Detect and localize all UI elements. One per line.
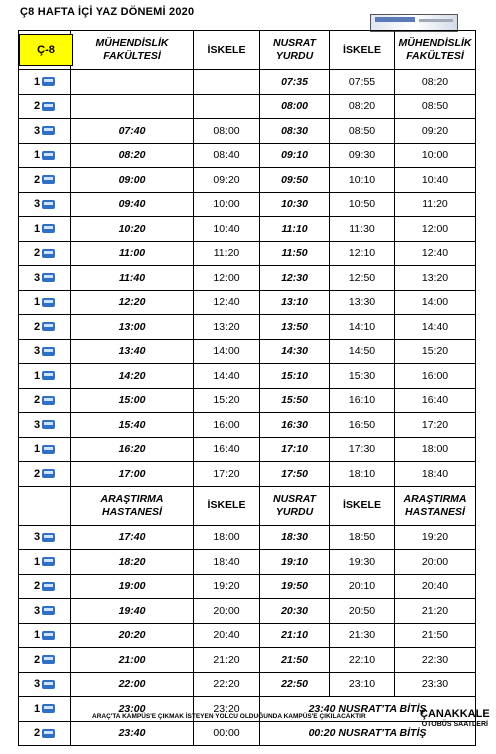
bus-number-cell [19, 721, 71, 746]
time-cell: 11:50 [260, 241, 330, 266]
time-cell: 23:40 [71, 721, 194, 746]
bus-icon [42, 582, 55, 591]
time-cell: 15:20 [395, 339, 476, 364]
bus-number: 1 [33, 555, 41, 568]
bus-icon [42, 347, 55, 356]
time-cell: 08:20 [330, 94, 395, 119]
table-row [19, 462, 476, 487]
bus-number: 1 [33, 222, 41, 235]
bus-icon [42, 77, 55, 86]
header-corner [19, 31, 71, 70]
table-row [19, 574, 476, 599]
bus-number-cell [19, 119, 71, 144]
time-cell: 16:30 [260, 413, 330, 438]
bus-icon [42, 606, 55, 615]
time-cell: 13:00 [71, 315, 194, 340]
time-cell: 21:50 [395, 623, 476, 648]
time-cell: 12:10 [330, 241, 395, 266]
time-cell: 18:20 [71, 550, 194, 575]
time-cell: 18:40 [395, 462, 476, 487]
time-cell: 20:50 [330, 599, 395, 624]
bus-number: 3 [33, 198, 41, 211]
time-cell: 13:10 [260, 290, 330, 315]
bus-number: 1 [33, 443, 41, 456]
time-cell: 09:10 [260, 143, 330, 168]
bus-number-cell [19, 574, 71, 599]
time-cell: 12:00 [194, 266, 260, 291]
brand-logo [420, 708, 490, 728]
column-header: İSKELE [330, 31, 395, 70]
brand-subtitle: OTOBÜS SAATLERİ [421, 721, 488, 728]
bus-number-cell [19, 550, 71, 575]
time-cell: 15:10 [260, 364, 330, 389]
time-cell: 11:00 [71, 241, 194, 266]
time-cell: 11:10 [260, 217, 330, 242]
bus-number: 1 [33, 702, 41, 715]
column-header: ARAŞTIRMA HASTANESİ [395, 486, 476, 525]
table-row [19, 290, 476, 315]
bus-icon [42, 557, 55, 566]
table-row [19, 143, 476, 168]
time-cell: 19:40 [71, 599, 194, 624]
time-cell: 10:40 [395, 168, 476, 193]
bus-number-cell [19, 143, 71, 168]
time-cell: 22:30 [395, 648, 476, 673]
time-cell: 12:20 [71, 290, 194, 315]
time-cell: 12:40 [194, 290, 260, 315]
time-cell: 09:40 [71, 192, 194, 217]
time-cell: 00:00 [194, 721, 260, 746]
bus-number-cell [19, 364, 71, 389]
bus-number: 3 [33, 124, 41, 137]
time-cell: 14:30 [260, 339, 330, 364]
bus-number: 2 [33, 247, 41, 260]
bus-number-cell [19, 266, 71, 291]
time-cell: 17:20 [395, 413, 476, 438]
table-row [19, 388, 476, 413]
time-cell: 15:30 [330, 364, 395, 389]
bus-number: 1 [33, 296, 41, 309]
bus-number-cell [19, 648, 71, 673]
time-cell: 23:10 [330, 672, 395, 697]
time-cell: 21:20 [395, 599, 476, 624]
time-cell: 12:40 [395, 241, 476, 266]
time-cell: 15:20 [194, 388, 260, 413]
column-header: İSKELE [330, 486, 395, 525]
time-cell: 17:30 [330, 437, 395, 462]
bus-number-cell [19, 413, 71, 438]
table-row [19, 550, 476, 575]
time-cell: 13:30 [330, 290, 395, 315]
time-cell: 12:30 [260, 266, 330, 291]
time-cell: 20:10 [330, 574, 395, 599]
time-cell: 18:40 [194, 550, 260, 575]
time-cell [71, 94, 194, 119]
time-cell: 11:40 [71, 266, 194, 291]
time-cell: 14:40 [194, 364, 260, 389]
bus-number-cell [19, 290, 71, 315]
time-cell: 13:50 [260, 315, 330, 340]
bus-icon [42, 420, 55, 429]
time-cell: 22:10 [330, 648, 395, 673]
bus-number: 1 [33, 369, 41, 382]
time-cell: 08:40 [194, 143, 260, 168]
time-cell: 16:10 [330, 388, 395, 413]
time-cell: 10:30 [260, 192, 330, 217]
time-cell [194, 70, 260, 95]
header-row [19, 31, 476, 70]
time-cell: 14:00 [395, 290, 476, 315]
bus-number-cell [19, 192, 71, 217]
bus-icon [42, 704, 55, 713]
bus-number: 3 [33, 678, 41, 691]
bus-icon [42, 631, 55, 640]
time-cell: 21:30 [330, 623, 395, 648]
time-cell: 17:20 [194, 462, 260, 487]
bus-icon [42, 533, 55, 542]
time-cell: 18:00 [395, 437, 476, 462]
time-cell: 19:20 [194, 574, 260, 599]
time-cell: 14:40 [395, 315, 476, 340]
bus-number: 2 [33, 727, 41, 740]
time-cell: 12:50 [330, 266, 395, 291]
time-cell: 20:30 [260, 599, 330, 624]
time-cell: 10:40 [194, 217, 260, 242]
bus-icon [42, 655, 55, 664]
time-cell: 10:50 [330, 192, 395, 217]
table-row [19, 721, 476, 746]
footer-note: ARAÇ'TA KAMPÜS'E ÇIKMAK İSTEYEN YOLCU OLDUĞUNDA KAMPÜS'E ÇIKILACAKTIR [92, 713, 366, 720]
bus-number-cell [19, 599, 71, 624]
bus-number-cell [19, 217, 71, 242]
time-cell: 21:50 [260, 648, 330, 673]
bus-number-cell [19, 462, 71, 487]
bus-number-cell [19, 241, 71, 266]
time-cell: 20:00 [194, 599, 260, 624]
bus-number-cell [19, 623, 71, 648]
time-cell: 15:50 [260, 388, 330, 413]
time-cell: 15:40 [71, 413, 194, 438]
time-cell: 23:30 [395, 672, 476, 697]
bus-icon [42, 126, 55, 135]
bus-number: 3 [33, 531, 41, 544]
time-cell: 14:50 [330, 339, 395, 364]
bus-number: 2 [33, 653, 41, 666]
time-cell: 08:20 [395, 70, 476, 95]
bus-number-cell [19, 315, 71, 340]
time-cell: 19:00 [71, 574, 194, 599]
time-cell: 16:00 [194, 413, 260, 438]
bus-number-cell [19, 70, 71, 95]
table-row [19, 648, 476, 673]
time-cell: 08:30 [260, 119, 330, 144]
bus-number: 2 [33, 467, 41, 480]
bus-icon [42, 445, 55, 454]
table-row [19, 217, 476, 242]
time-cell: 19:10 [260, 550, 330, 575]
time-cell: 13:40 [71, 339, 194, 364]
time-cell: 12:00 [395, 217, 476, 242]
bus-icon [42, 151, 55, 160]
time-cell [71, 70, 194, 95]
bus-number: 3 [33, 418, 41, 431]
time-cell: 20:40 [194, 623, 260, 648]
bus-number-cell [19, 94, 71, 119]
time-cell: 16:40 [395, 388, 476, 413]
time-cell: 16:00 [395, 364, 476, 389]
time-cell: 20:20 [71, 623, 194, 648]
time-cell: 10:00 [395, 143, 476, 168]
time-cell: 22:00 [71, 672, 194, 697]
bus-icon [42, 396, 55, 405]
time-cell: 17:50 [260, 462, 330, 487]
schedule-table [18, 30, 476, 746]
bus-number: 3 [33, 271, 41, 284]
bus-number: 2 [33, 394, 41, 407]
brand-name: ÇANAKKALE [420, 708, 490, 720]
time-cell: 19:30 [330, 550, 395, 575]
time-cell: 22:50 [260, 672, 330, 697]
time-cell: 20:00 [395, 550, 476, 575]
bus-number-cell [19, 525, 71, 550]
time-cell: 11:20 [395, 192, 476, 217]
header-row [19, 486, 476, 525]
table-row [19, 672, 476, 697]
bus-icon [42, 729, 55, 738]
table-row [19, 315, 476, 340]
time-cell: 16:20 [71, 437, 194, 462]
table-row [19, 70, 476, 95]
time-cell: 18:00 [194, 525, 260, 550]
time-cell: 17:10 [260, 437, 330, 462]
bus-icon [42, 102, 55, 111]
time-cell: 08:00 [194, 119, 260, 144]
bus-icon [42, 249, 55, 258]
column-header: İSKELE [194, 31, 260, 70]
bus-number: 2 [33, 100, 41, 113]
table-row [19, 599, 476, 624]
bus-number-cell [19, 168, 71, 193]
time-cell: 13:20 [194, 315, 260, 340]
bus-icon [42, 680, 55, 689]
time-cell: 19:50 [260, 574, 330, 599]
column-header: NUSRAT YURDU [260, 486, 330, 525]
table-row [19, 119, 476, 144]
bus-icon [42, 298, 55, 307]
bus-number: 2 [33, 320, 41, 333]
time-cell: 10:00 [194, 192, 260, 217]
bus-icon [42, 224, 55, 233]
table-row [19, 364, 476, 389]
bus-number: 3 [33, 345, 41, 358]
end-note-cell: 23:40 NUSRAT'TA BİTİŞ [260, 697, 476, 722]
column-header: ARAŞTIRMA HASTANESİ [71, 486, 194, 525]
time-cell [194, 94, 260, 119]
column-header: MÜHENDİSLİK FAKÜLTESİ [71, 31, 194, 70]
time-cell: 09:30 [330, 143, 395, 168]
time-cell: 17:40 [71, 525, 194, 550]
column-header: MÜHENDİSLİK FAKÜLTESİ [395, 31, 476, 70]
time-cell: 08:00 [260, 94, 330, 119]
bus-icon [42, 200, 55, 209]
bus-icon [42, 273, 55, 282]
time-cell: 14:10 [330, 315, 395, 340]
bus-number: 2 [33, 580, 41, 593]
route-badge: Ç-8 [19, 34, 73, 66]
table-row [19, 168, 476, 193]
end-note-cell: 00:20 NUSRAT'TA BİTİŞ [260, 721, 476, 746]
column-header: NUSRAT YURDU [260, 31, 330, 70]
time-cell: 18:10 [330, 462, 395, 487]
page-title: Ç8 HAFTA İÇİ YAZ DÖNEMİ 2020 [20, 6, 195, 18]
table-row [19, 413, 476, 438]
time-cell: 21:00 [71, 648, 194, 673]
time-cell: 18:50 [330, 525, 395, 550]
bus-number-cell [19, 339, 71, 364]
time-cell: 17:00 [71, 462, 194, 487]
time-cell: 14:20 [71, 364, 194, 389]
time-cell: 22:20 [194, 672, 260, 697]
table-row [19, 241, 476, 266]
time-cell: 14:00 [194, 339, 260, 364]
bus-number-cell [19, 697, 71, 722]
time-cell: 23:00 [71, 697, 194, 722]
bus-icon [42, 322, 55, 331]
time-cell: 21:10 [260, 623, 330, 648]
bus-icon [42, 371, 55, 380]
table-row [19, 266, 476, 291]
time-cell: 09:00 [71, 168, 194, 193]
header-corner [19, 486, 71, 525]
column-header: İSKELE [194, 486, 260, 525]
time-cell: 10:20 [71, 217, 194, 242]
bus-number-cell [19, 437, 71, 462]
time-cell: 21:20 [194, 648, 260, 673]
time-cell: 20:40 [395, 574, 476, 599]
table-row [19, 339, 476, 364]
time-cell: 07:55 [330, 70, 395, 95]
time-cell: 11:30 [330, 217, 395, 242]
time-cell: 10:10 [330, 168, 395, 193]
time-cell: 15:00 [71, 388, 194, 413]
table-row [19, 437, 476, 462]
time-cell: 18:30 [260, 525, 330, 550]
table-row [19, 623, 476, 648]
time-cell: 09:50 [260, 168, 330, 193]
time-cell: 23:20 [194, 697, 260, 722]
time-cell: 07:40 [71, 119, 194, 144]
bus-number: 1 [33, 629, 41, 642]
bus-number-cell [19, 388, 71, 413]
bus-number: 2 [33, 173, 41, 186]
bus-number: 1 [33, 75, 41, 88]
bus-number-cell [19, 672, 71, 697]
time-cell: 16:40 [194, 437, 260, 462]
bus-number: 1 [33, 149, 41, 162]
time-cell: 08:50 [330, 119, 395, 144]
bus-icon [42, 469, 55, 478]
table-row [19, 525, 476, 550]
table-row [19, 94, 476, 119]
table-row [19, 192, 476, 217]
time-cell: 16:50 [330, 413, 395, 438]
time-cell: 19:20 [395, 525, 476, 550]
time-cell: 07:35 [260, 70, 330, 95]
time-cell: 09:20 [194, 168, 260, 193]
bus-number: 3 [33, 604, 41, 617]
time-cell: 08:20 [71, 143, 194, 168]
time-cell: 11:20 [194, 241, 260, 266]
time-cell: 09:20 [395, 119, 476, 144]
time-cell: 08:50 [395, 94, 476, 119]
time-cell: 13:20 [395, 266, 476, 291]
bus-icon [42, 175, 55, 184]
